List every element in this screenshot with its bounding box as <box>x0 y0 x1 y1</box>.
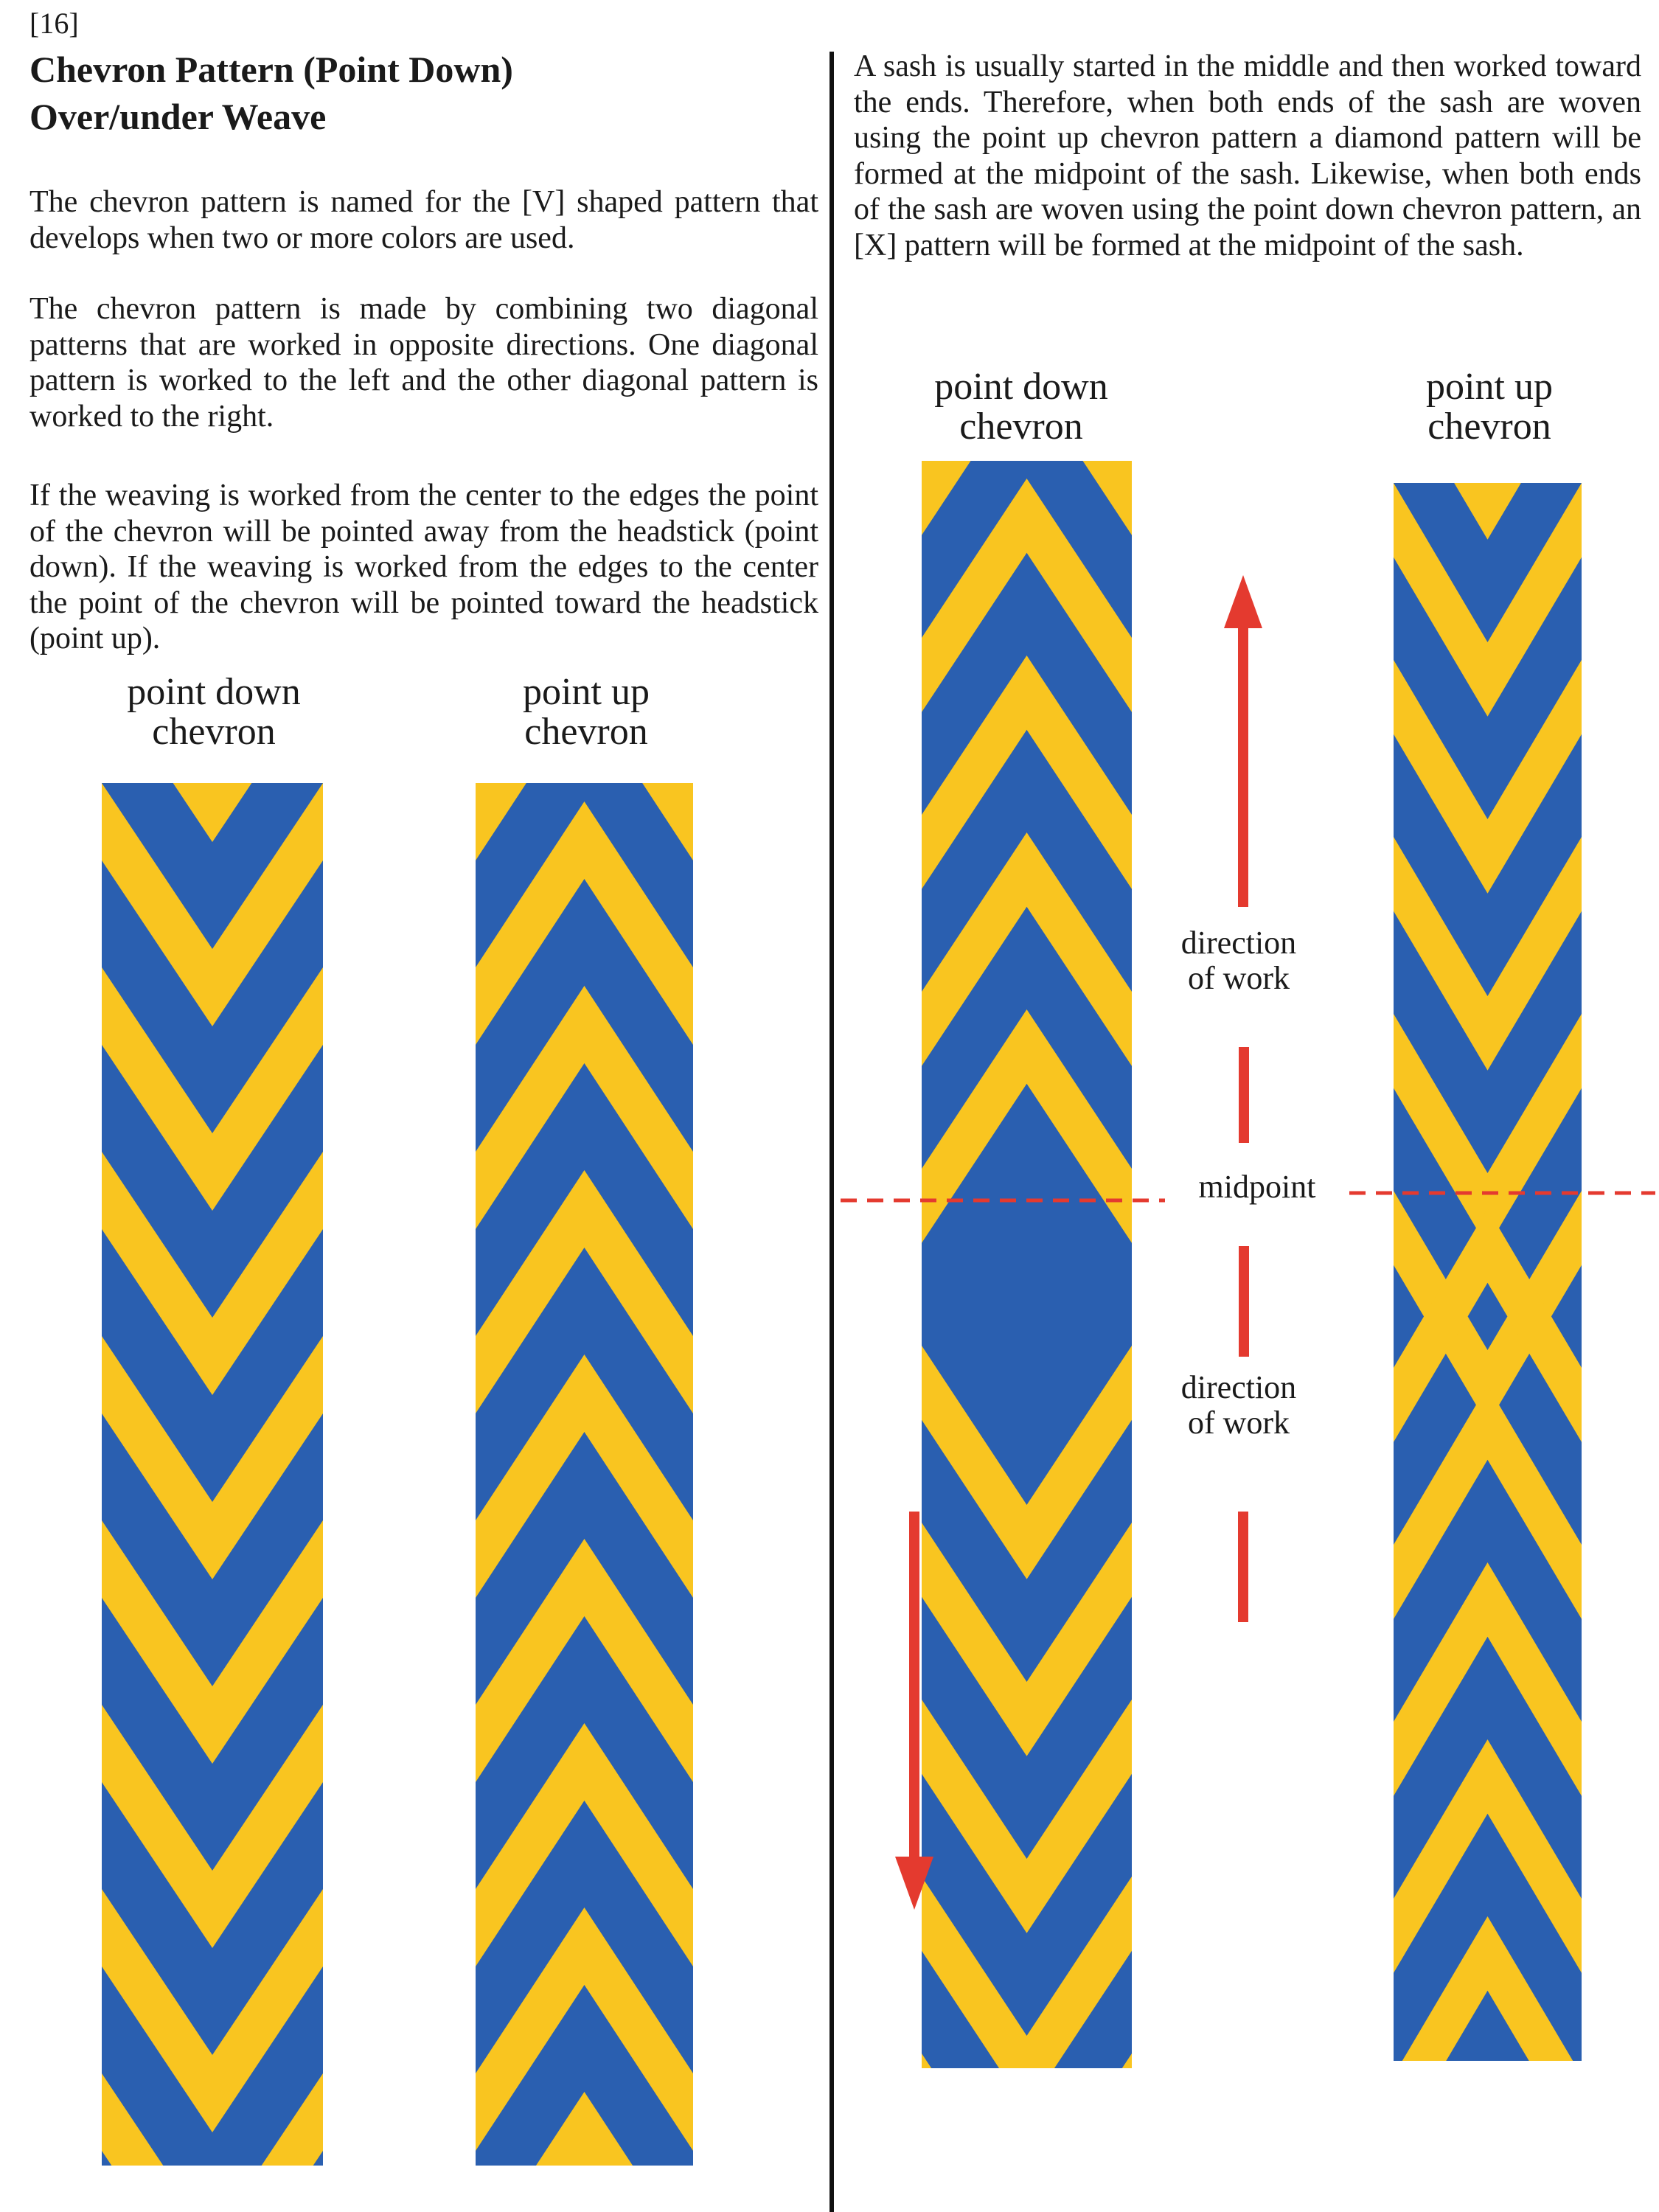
label-left-point-up <box>465 672 708 752</box>
intro-paragraph: The chevron pattern is named for the [V] shaped pattern that develops when two or more colors are used. <box>29 185 818 255</box>
band-image <box>102 783 323 2166</box>
midpoint-tick-bottom <box>1239 1246 1249 1357</box>
direction-of-work-top <box>1128 925 1349 996</box>
band-left-point-down <box>102 783 323 2166</box>
arrow-down-shaft-lower <box>909 1512 919 1858</box>
label-line: chevron <box>152 711 276 753</box>
page-number: [16] <box>29 7 79 40</box>
label-right-point-up <box>1368 367 1611 447</box>
title-line-1: Chevron Pattern (Point Down) <box>29 49 513 90</box>
annotation-line: direction <box>1180 1369 1297 1405</box>
label-line: point up <box>523 671 650 713</box>
arrow-down-graphic <box>841 1512 1062 1910</box>
annotation-line: of work <box>1187 1405 1290 1441</box>
label-line: point up <box>1426 366 1553 408</box>
midpoint-label: midpoint <box>1198 1169 1316 1205</box>
label-line: point down <box>127 671 301 713</box>
band-left-point-up <box>476 783 693 2166</box>
title-line-2: Over/under Weave <box>29 96 327 137</box>
page-title <box>29 46 513 140</box>
label-line: chevron <box>1427 406 1551 448</box>
column-divider <box>830 52 834 2212</box>
band-image <box>476 783 693 2166</box>
label-line: chevron <box>959 406 1083 448</box>
direction-diagram <box>841 560 1659 1622</box>
arrow-down-head <box>895 1857 933 1910</box>
midpoint-tick-top <box>1239 1047 1249 1143</box>
direction-of-work-bottom <box>1128 1370 1349 1441</box>
label-line: point down <box>934 366 1108 408</box>
arrow-down-shaft <box>1238 1512 1248 1622</box>
label-line: chevron <box>524 711 648 753</box>
annotation-line: of work <box>1187 960 1290 996</box>
label-right-point-down <box>896 367 1147 447</box>
arrow-up-shaft <box>1238 619 1248 907</box>
direction-paragraph: If the weaving is worked from the center to the edges the point of the chevron will be pointed away from the headstick (point down). If the weaving is worked from the edges to the center the point of the chevron will be pointed toward the headstick (point up). <box>29 479 818 655</box>
label-left-point-down <box>88 672 339 752</box>
annotation-line: direction <box>1180 925 1297 961</box>
construction-paragraph: The chevron pattern is made by combining two diagonal patterns that are worked in opposite directions. One diagonal pattern is worked to the left and the other diagonal pattern is worked to the right. <box>29 292 818 434</box>
arrow-up-head <box>1224 575 1262 628</box>
midpoint-paragraph: A sash is usually started in the middle and then worked toward the ends. Therefore, when both ends of the sash are woven using the point up chevron pattern a diamond pattern will be formed at the midpoint of the sash. Likewise, when both ends of the sash are woven using the point down chevron pattern, an [X] pattern will be formed at the midpoint of the sash. <box>854 49 1641 262</box>
